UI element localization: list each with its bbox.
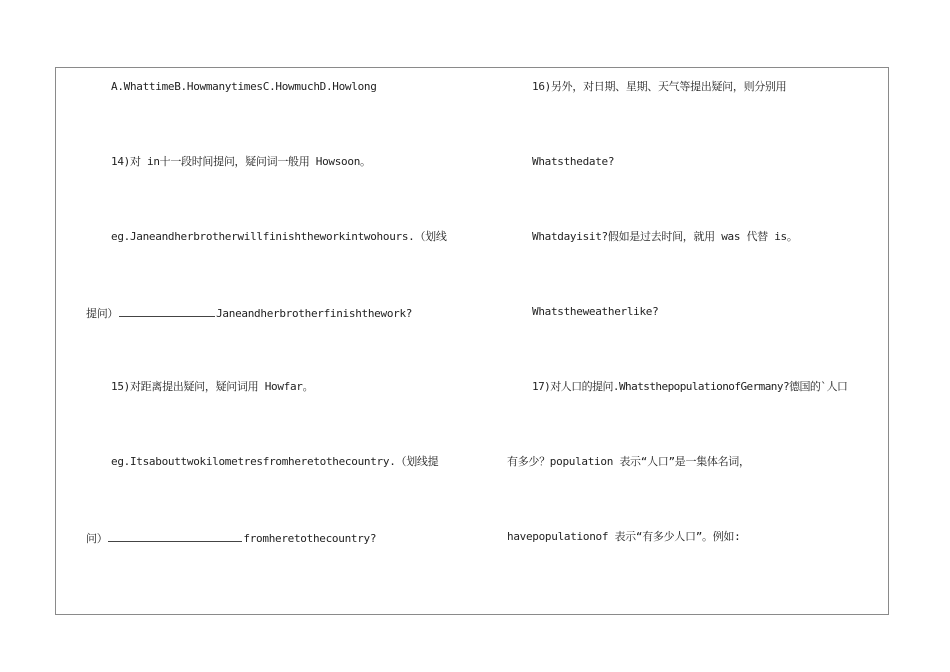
exercise-15-prefix: 问）: [86, 532, 108, 545]
exercise-15: [86, 530, 376, 546]
rule-14: 14)对 in十一段时间提问，疑问词一般用 Howsoon。: [111, 155, 371, 168]
exercise-14-suffix: Janeandherbrotherfinishthework?: [216, 307, 413, 320]
exercise-14: [86, 305, 412, 321]
example-14: eg.Janeandherbrotherwillfinishtheworkintwohours.（划线: [111, 230, 447, 243]
example-date: Whatsthedate?: [532, 155, 615, 168]
exercise-15-suffix: fromheretothecountry?: [243, 532, 377, 545]
example-15: eg.Itsabouttwokilometresfromheretothecountry.（划线提: [111, 455, 439, 468]
rule-17-cont: 有多少？population 表示“人口”是一集体名词，: [507, 455, 750, 468]
answer-blank-14[interactable]: [119, 305, 215, 317]
exercise-14-prefix: 提问）: [86, 307, 119, 320]
rule-15: 15)对距离提出疑问，疑问词用 Howfar。: [111, 380, 314, 393]
rule-17: 17)对人口的提问.WhatsthepopulationofGermany?德国的`人口: [532, 380, 848, 393]
rule-17-example-intro: havepopulationof 表示“有多少人口”。例如:: [507, 530, 741, 543]
answer-blank-15[interactable]: [108, 530, 242, 542]
example-weather: Whatstheweatherlike?: [532, 305, 659, 318]
example-day: Whatdayisit?假如是过去时间，就用 was 代替 is。: [532, 230, 798, 243]
rule-16: 16)另外，对日期、星期、天气等提出疑问，则分别用: [532, 80, 787, 93]
answer-options: A.WhattimeB.HowmanytimesC.HowmuchD.Howlong: [111, 80, 377, 93]
